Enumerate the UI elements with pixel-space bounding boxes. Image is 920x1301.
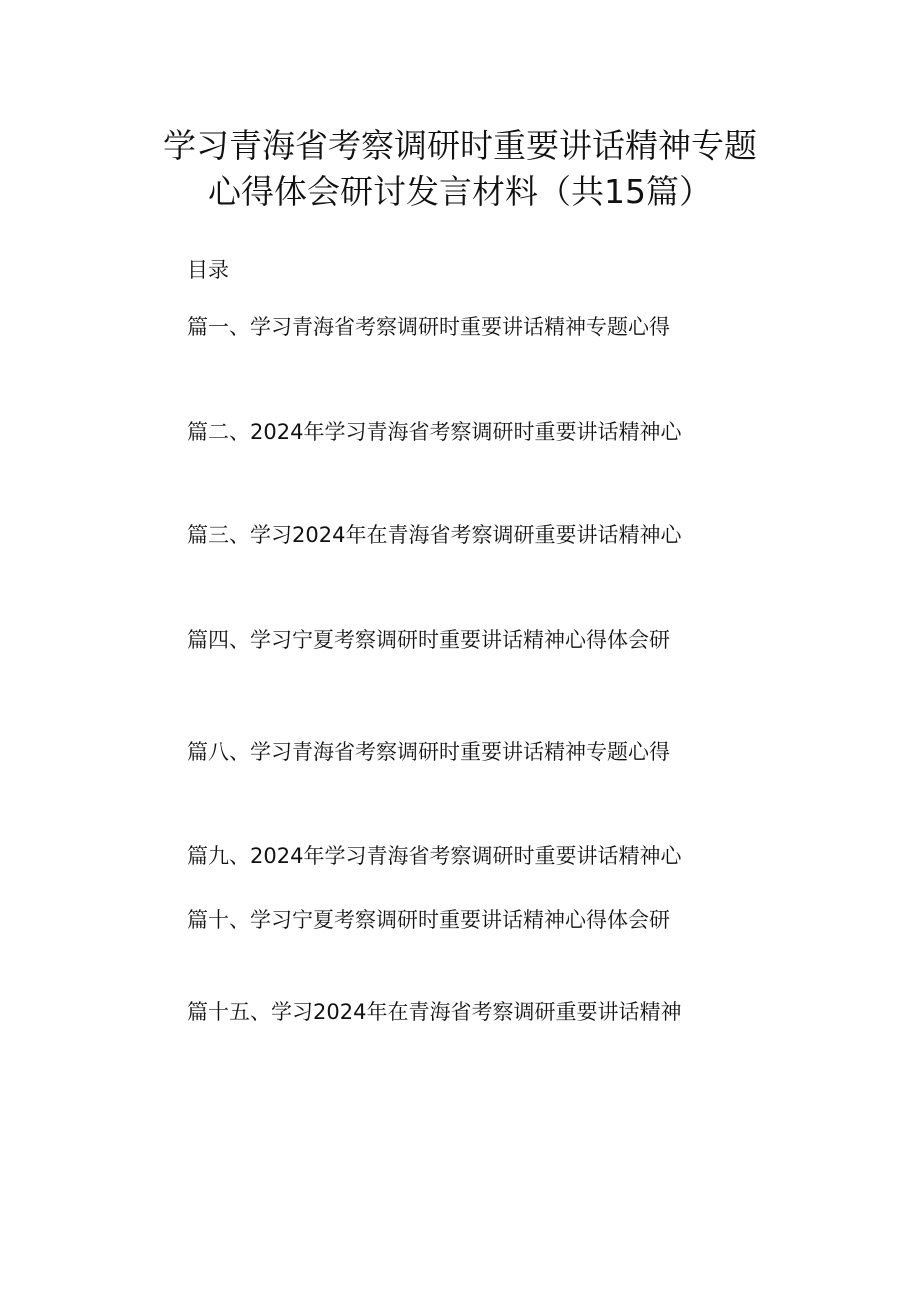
document-title-line-1: 学习青海省考察调研时重要讲话精神专题 [163,126,757,165]
toc-item-15[interactable]: 篇十五、学习2024年在青海省考察调研重要讲话精神 [187,1000,682,1024]
toc-item-4[interactable]: 篇四、学习宁夏考察调研时重要讲话精神心得体会研 [187,628,670,652]
toc-item-8[interactable]: 篇八、学习青海省考察调研时重要讲话精神专题心得 [187,740,670,764]
toc-item-9[interactable]: 篇九、2024年学习青海省考察调研时重要讲话精神心 [187,844,682,868]
toc-item-3[interactable]: 篇三、学习2024年在青海省考察调研重要讲话精神心 [187,523,682,547]
toc-heading: 目录 [187,258,229,282]
document-title-line-2: 心得体会研讨发言材料（共15篇） [208,172,712,211]
toc-item-2[interactable]: 篇二、2024年学习青海省考察调研时重要讲话精神心 [187,420,682,444]
toc-item-10[interactable]: 篇十、学习宁夏考察调研时重要讲话精神心得体会研 [187,908,670,932]
toc-item-1[interactable]: 篇一、学习青海省考察调研时重要讲话精神专题心得 [187,315,670,339]
